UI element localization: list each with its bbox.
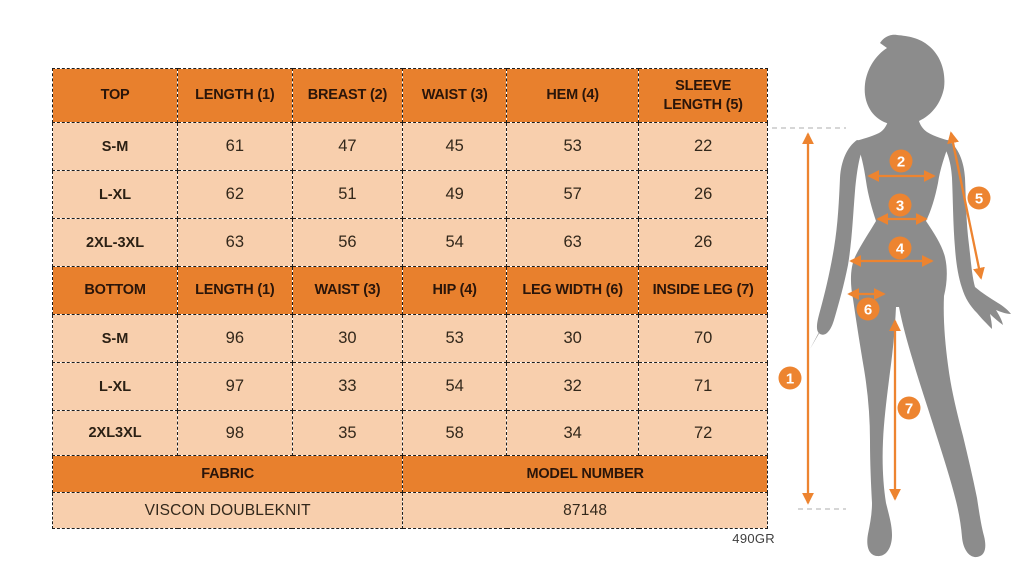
fabric-header-cell: FABRIC	[53, 456, 403, 493]
table-row	[53, 219, 768, 267]
value-cell: 30	[507, 315, 639, 363]
size-chart-table	[52, 68, 768, 529]
value-cell: 45	[403, 123, 507, 171]
size-label-cell: L-XL	[53, 171, 178, 219]
header-cell: BREAST (2)	[292, 69, 403, 123]
info-header-row	[53, 456, 768, 493]
marker-2-label: 2	[896, 153, 906, 171]
size-label-cell: 2XL-3XL	[53, 219, 178, 267]
value-cell: 26	[639, 171, 768, 219]
info-value-row	[53, 493, 768, 529]
value-cell: 53	[507, 123, 639, 171]
silhouette-right-arm	[941, 140, 1011, 329]
value-cell: 22	[639, 123, 768, 171]
table-row	[53, 363, 768, 411]
female-silhouette	[810, 35, 1011, 557]
value-cell: 47	[292, 123, 403, 171]
fabric-value-cell: VISCON DOUBLEKNIT	[53, 493, 403, 529]
value-cell: 71	[639, 363, 768, 411]
header-cell: HEM (4)	[507, 69, 639, 123]
value-cell: 97	[178, 363, 292, 411]
weight-footnote: 490GR	[732, 531, 775, 546]
marker-5-label: 5	[974, 190, 984, 208]
value-cell: 62	[178, 171, 292, 219]
marker-7-label: 7	[904, 400, 914, 418]
model-number-header-cell: MODEL NUMBER	[403, 456, 768, 493]
value-cell: 72	[639, 411, 768, 456]
value-cell: 54	[403, 219, 507, 267]
measurement-figure-svg	[760, 0, 1024, 578]
table-row	[53, 171, 768, 219]
silhouette-body	[851, 112, 985, 557]
marker-1-label: 1	[785, 370, 795, 388]
marker-3-label: 3	[895, 197, 905, 215]
value-cell: 96	[178, 315, 292, 363]
silhouette-head	[865, 35, 945, 125]
marker-6-label: 6	[863, 301, 873, 319]
value-cell: 34	[507, 411, 639, 456]
header-cell: INSIDE LEG (7)	[639, 267, 768, 315]
value-cell: 63	[507, 219, 639, 267]
value-cell: 49	[403, 171, 507, 219]
value-cell: 51	[292, 171, 403, 219]
header-cell: LEG WIDTH (6)	[507, 267, 639, 315]
bottom-header-row	[53, 267, 768, 315]
value-cell: 30	[292, 315, 403, 363]
marker-6	[857, 298, 880, 321]
silhouette-left-hand-finger	[810, 330, 821, 349]
table-row	[53, 315, 768, 363]
size-label-cell: S-M	[53, 123, 178, 171]
header-cell: SLEEVE LENGTH (5)	[639, 69, 768, 123]
header-cell: BOTTOM	[53, 267, 178, 315]
marker-4-label: 4	[895, 240, 905, 258]
value-cell: 33	[292, 363, 403, 411]
value-cell: 35	[292, 411, 403, 456]
size-label-cell: 2XL3XL	[53, 411, 178, 456]
value-cell: 32	[507, 363, 639, 411]
header-cell: WAIST (3)	[292, 267, 403, 315]
top-header-row	[53, 69, 768, 123]
value-cell: 61	[178, 123, 292, 171]
table-row	[53, 411, 768, 456]
value-cell: 57	[507, 171, 639, 219]
value-cell: 98	[178, 411, 292, 456]
marker-7	[898, 397, 921, 420]
model-number-value-cell: 87148	[403, 493, 768, 529]
value-cell: 26	[639, 219, 768, 267]
value-cell: 63	[178, 219, 292, 267]
value-cell: 53	[403, 315, 507, 363]
value-cell: 54	[403, 363, 507, 411]
header-cell: LENGTH (1)	[178, 267, 292, 315]
marker-2	[890, 150, 913, 173]
size-label-cell: L-XL	[53, 363, 178, 411]
value-cell: 56	[292, 219, 403, 267]
header-cell: TOP	[53, 69, 178, 123]
marker-4	[889, 237, 912, 260]
size-label-cell: S-M	[53, 315, 178, 363]
value-cell: 58	[403, 411, 507, 456]
marker-1	[779, 367, 802, 390]
measurement-figure	[760, 0, 1024, 578]
marker-5	[968, 187, 991, 210]
marker-3	[889, 194, 912, 217]
header-cell: LENGTH (1)	[178, 69, 292, 123]
header-cell: HIP (4)	[403, 267, 507, 315]
header-cell: WAIST (3)	[403, 69, 507, 123]
table-row	[53, 123, 768, 171]
value-cell: 70	[639, 315, 768, 363]
